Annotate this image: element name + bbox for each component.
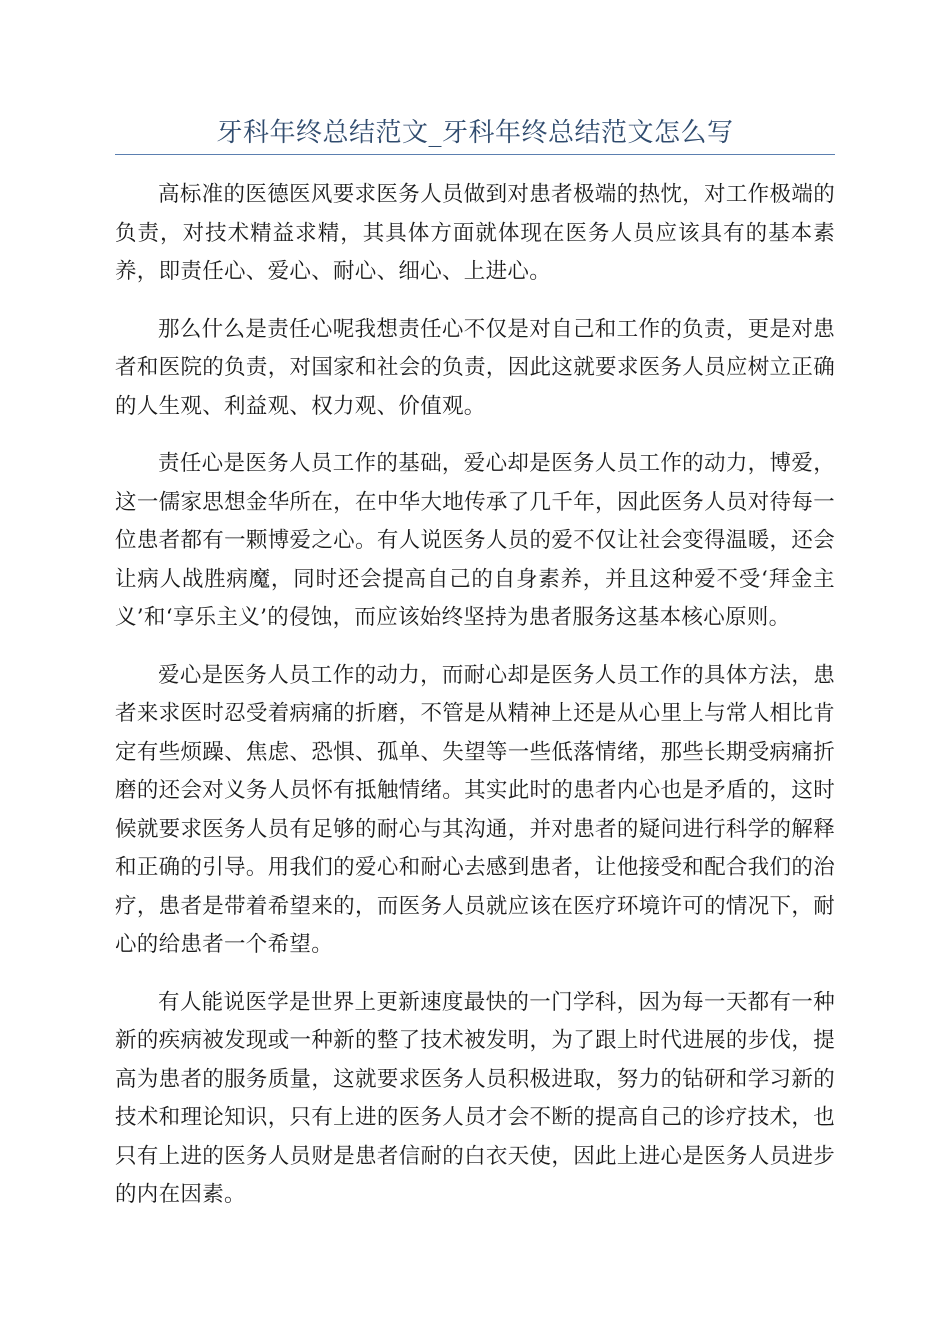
paragraph-2: 那么什么是责任心呢我想责任心不仅是对自己和工作的负责，更是对患者和医院的负责，对国家和社会的负责，因此这就要求医务人员应树立正确的人生观、利益观、权力观、价值观。 xyxy=(115,316,835,419)
paragraph-4: 爱心是医务人员工作的动力，而耐心却是医务人员工作的具体方法，患者来求医时忍受着病痛的折磨，不管是从精神上还是从心里上与常人相比肯定有些烦躁、焦虑、恐惧、孤单、失望等一些低落情绪，那些长期受病痛折磨的还会对义务人员怀有抵触情绪。其实此时的患者内心也是矛盾的，这时候就要求医务人员有足够的耐心与其沟通，并对患者的疑问进行科学的解释和正确的引导。用我们的爱心和耐心去感到患者，让他接受和配合我们的治疗，患者是带着希望来的，而医务人员就应该在医疗环境许可的情况下，耐心的给患者一个希望。 xyxy=(115,662,835,957)
paragraph-1: 高标准的医德医风要求医务人员做到对患者极端的热忱，对工作极端的负责，对技术精益求精，其具体方面就体现在医务人员应该具有的基本素养，即责任心、爱心、耐心、细心、上进心。 xyxy=(115,182,835,284)
document-title: 牙科年终总结范文_牙科年终总结范文怎么写 xyxy=(216,118,734,148)
title-underline xyxy=(115,154,835,155)
paragraph-3: 责任心是医务人员工作的基础，爱心却是医务人员工作的动力，博爱，这一儒家思想金华所在，在中华大地传承了几千年，因此医务人员对待每一位患者都有一颗博爱之心。有人说医务人员的爱不仅让社会变得温暖，还会让病人战胜病魔，同时还会提高自己的自身素养，并且这种爱不受‘拜金主义’和‘享乐主义’的侵蚀，而应该始终坚持为患者服务这基本核心原则。 xyxy=(115,451,835,630)
document-body xyxy=(115,176,835,1234)
paragraph-5: 有人能说医学是世界上更新速度最快的一门学科，因为每一天都有一种新的疾病被发现或一种新的整了技术被发明，为了跟上时代进展的步伐，提高为患者的服务质量，这就要求医务人员积极进取，努力的钻研和学习新的技术和理论知识，只有上进的医务人员才会不断的提高自己的诊疗技术，也只有上进的医务人员财是患者信耐的白衣天使，因此上进心是医务人员进步的内在因素。 xyxy=(115,989,835,1207)
